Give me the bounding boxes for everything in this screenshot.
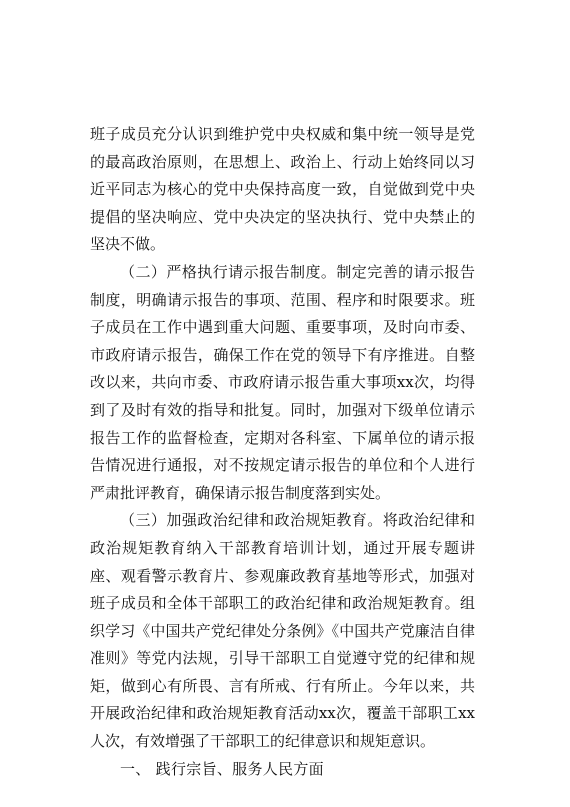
paragraph-continuation: 班子成员充分认识到维护党中央权威和集中统一领导是党的最高政治原则，在思想上、政治上、行动上始终同以习近平同志为核心的党中央保持高度一致，自觉做到党中央提倡的坚决响应、党中央决定的坚决执行、党中央禁止的坚决不做。 <box>90 125 475 254</box>
section-heading: 一、 践行宗旨、服务人民方面 <box>120 759 324 778</box>
document-body <box>90 121 475 783</box>
paragraph-report-system: （二）严格执行请示报告制度。制定完善的请示报告制度，明确请示报告的事项、范围、程序和时限要求。班子成员在工作中遇到重大问题、重要事项，及时向市委、市政府请示报告，确保工作在党的领导下有序推进。自整改以来，共向市委、市政府请示报告重大事项xx次，均得到了及时有效的指导和批复。同时，加强对下级单位请示报告工作的监督检查，定期对各科室、下属单位的请示报告情况进行通报，对不按规定请示报告的单位和个人进行严肃批评教育，确保请示报告制度落到实处。 <box>90 262 475 502</box>
paragraph-discipline-education: （三）加强政治纪律和政治规矩教育。将政治纪律和政治规矩教育纳入干部教育培训计划，通过开展专题讲座、观看警示教育片、参观廉政教育基地等形式，加强对班子成员和全体干部职工的政治纪律和政治规矩教育。组织学习《中国共产党纪律处分条例》《中国共产党廉洁自律准则》等党内法规，引导干部职工自觉遵守党的纪律和规矩，做到心有所畏、言有所戒、行有所止。今年以来，共开展政治纪律和政治规矩教育活动xx次，覆盖干部职工xx人次，有效增强了干部职工的纪律意识和规矩意识。 <box>90 511 475 751</box>
